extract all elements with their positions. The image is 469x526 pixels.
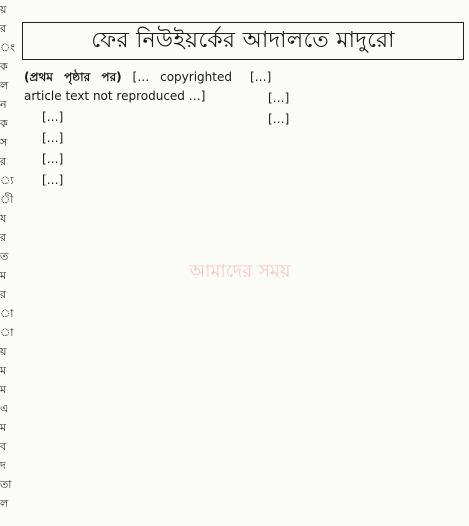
clipped-text-fragment: ক [0, 60, 8, 73]
clipped-text-fragment: ্য [0, 174, 14, 187]
clipped-text-fragment: এ [0, 402, 9, 415]
watermark-text: আমাদের সময় [189, 261, 291, 282]
clipped-text-fragment: য় [0, 3, 7, 16]
paragraph: […] [42, 110, 64, 124]
paragraph: […] [250, 70, 272, 84]
paragraph [24, 68, 232, 106]
clipped-text-fragment: ব [0, 440, 7, 453]
article-column-left [24, 68, 232, 520]
paragraph: […] [268, 91, 290, 105]
clipped-text-fragment: ং [0, 41, 16, 54]
article-headline: ফের নিউইয়র্কের আদালতে মাদুরো [91, 27, 395, 53]
paragraph: […] [42, 152, 64, 166]
adjacent-article-clipped [0, 0, 16, 526]
article-column-right [250, 68, 458, 520]
clipped-text-fragment: ন [0, 98, 7, 111]
clipped-text-fragment: ী [0, 193, 14, 206]
clipped-text-fragment: ল [0, 79, 9, 92]
clipped-text-fragment: র [0, 231, 7, 244]
clipped-text-fragment: য [0, 212, 7, 225]
clipped-text-fragment: া [0, 307, 14, 320]
clipped-text-fragment: ল [0, 497, 9, 510]
paragraph: […] [42, 173, 64, 187]
clipped-text-fragment: দ [0, 459, 6, 472]
clipped-text-fragment: ম [0, 421, 7, 434]
clipped-text-fragment: ক [0, 117, 8, 130]
clipped-text-fragment: তা [0, 478, 12, 491]
paragraph: […] [42, 131, 64, 145]
clipped-text-fragment: র [0, 22, 7, 35]
clipped-text-fragment: য় [0, 345, 7, 358]
continuation-label: (প্রথম পৃষ্ঠার পর) [24, 70, 122, 84]
headline-box [22, 22, 464, 60]
clipped-text-fragment: ম [0, 269, 7, 282]
clipped-text-fragment: ত [0, 250, 9, 263]
clipped-text-fragment: র [0, 155, 7, 168]
clipped-text-fragment: ম [0, 383, 7, 396]
clipped-text-fragment: র [0, 288, 7, 301]
clipped-text-fragment: ম [0, 364, 7, 377]
paragraph-text: [… copyrighted article text not reproduced …] [24, 70, 232, 103]
clipped-text-fragment: স [0, 136, 8, 149]
clipped-text-fragment: া [0, 326, 14, 339]
paragraph: […] [268, 112, 290, 126]
